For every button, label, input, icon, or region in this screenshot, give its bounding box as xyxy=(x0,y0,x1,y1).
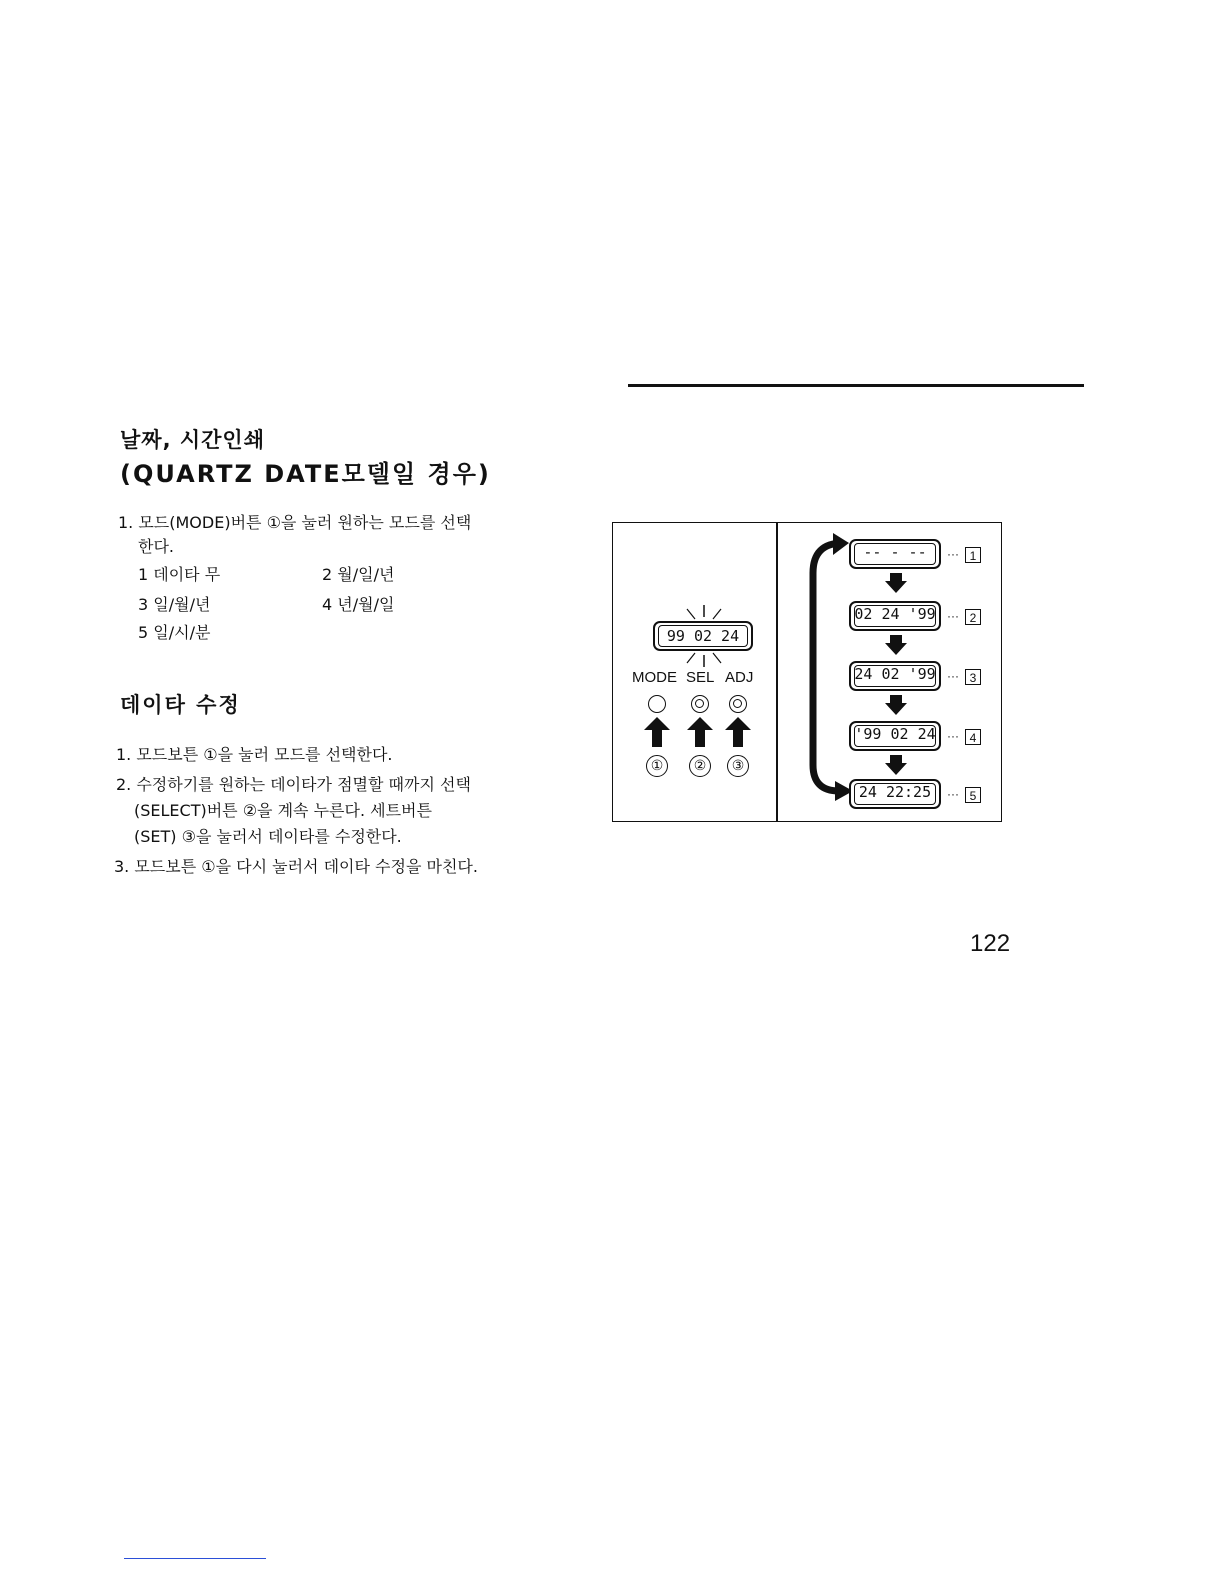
dots-1: ··· xyxy=(947,547,959,561)
button-number-3: ③ xyxy=(727,755,749,777)
mode-button-label: MODE xyxy=(632,669,677,686)
edit-step2-line3: (SET) ③을 눌러서 데이타를 수정한다. xyxy=(134,827,402,846)
section-title-line2: (QUARTZ DATE모델일 경우) xyxy=(120,460,491,488)
lcd-diagram xyxy=(612,522,1002,822)
bottom-rule xyxy=(124,1558,266,1559)
adj-button-label: ADJ xyxy=(725,669,754,686)
section-title-line1: 날짜, 시간인쇄 xyxy=(120,428,266,452)
sel-button[interactable] xyxy=(691,695,709,713)
lcd-display-5-text: 24 22:25 xyxy=(858,783,932,801)
edit-step3: 3. 모드보튼 ①을 다시 눌러서 데이타 수정을 마친다. xyxy=(114,857,478,876)
dots-4: ··· xyxy=(947,729,959,743)
display-number-4: 4 xyxy=(965,729,981,745)
up-arrows-icon xyxy=(643,717,753,749)
mode-option-3: 3 일/월/년 xyxy=(138,595,211,614)
dots-5: ··· xyxy=(947,787,959,801)
sel-button-label: SEL xyxy=(686,669,715,686)
diagram-divider xyxy=(776,523,778,821)
display-number-1: 1 xyxy=(965,547,981,563)
display-number-5: 5 xyxy=(965,787,981,803)
edit-step1: 1. 모드보튼 ①을 눌러 모드를 선택한다. xyxy=(116,745,393,764)
lcd-display-5 xyxy=(849,779,941,809)
mode-button[interactable] xyxy=(648,695,666,713)
mode-option-1: 1 데이타 무 xyxy=(138,565,221,584)
page-number: 122 xyxy=(970,930,1011,957)
blinking-lcd-display xyxy=(653,621,753,651)
data-edit-title: 데이타 수정 xyxy=(120,693,241,717)
button-number-1: ① xyxy=(646,755,668,777)
mode-step1-line1: 1. 모드(MODE)버튼 ①을 눌러 원하는 모드를 선택 xyxy=(118,513,472,532)
edit-step2-line2: (SELECT)버튼 ②을 계속 누른다. 세트버튼 xyxy=(134,801,432,820)
button-number-2: ② xyxy=(689,755,711,777)
dots-3: ··· xyxy=(947,669,959,683)
mode-option-2: 2 월/일/년 xyxy=(322,565,395,584)
display-number-3: 3 xyxy=(965,669,981,685)
dots-2: ··· xyxy=(947,609,959,623)
blinking-lcd-text: 99 02 24 xyxy=(666,627,740,645)
lcd-display-3-text: 24 02 '99 xyxy=(854,665,936,683)
mode-option-5: 5 일/시/분 xyxy=(138,623,211,642)
lcd-display-1-text: -- - -- xyxy=(863,543,927,561)
top-rule xyxy=(628,384,1084,387)
display-number-2: 2 xyxy=(965,609,981,625)
lcd-display-4-text: '99 02 24 xyxy=(854,725,936,743)
lcd-display-1 xyxy=(849,539,941,569)
mode-option-4: 4 년/월/일 xyxy=(322,595,395,614)
lcd-display-2-text: 02 24 '99 xyxy=(854,605,936,623)
adj-button[interactable] xyxy=(729,695,747,713)
edit-step2-line1: 2. 수정하기를 원하는 데이타가 점멸할 때까지 선택 xyxy=(116,775,471,794)
mode-step1-line2: 한다. xyxy=(138,537,174,556)
